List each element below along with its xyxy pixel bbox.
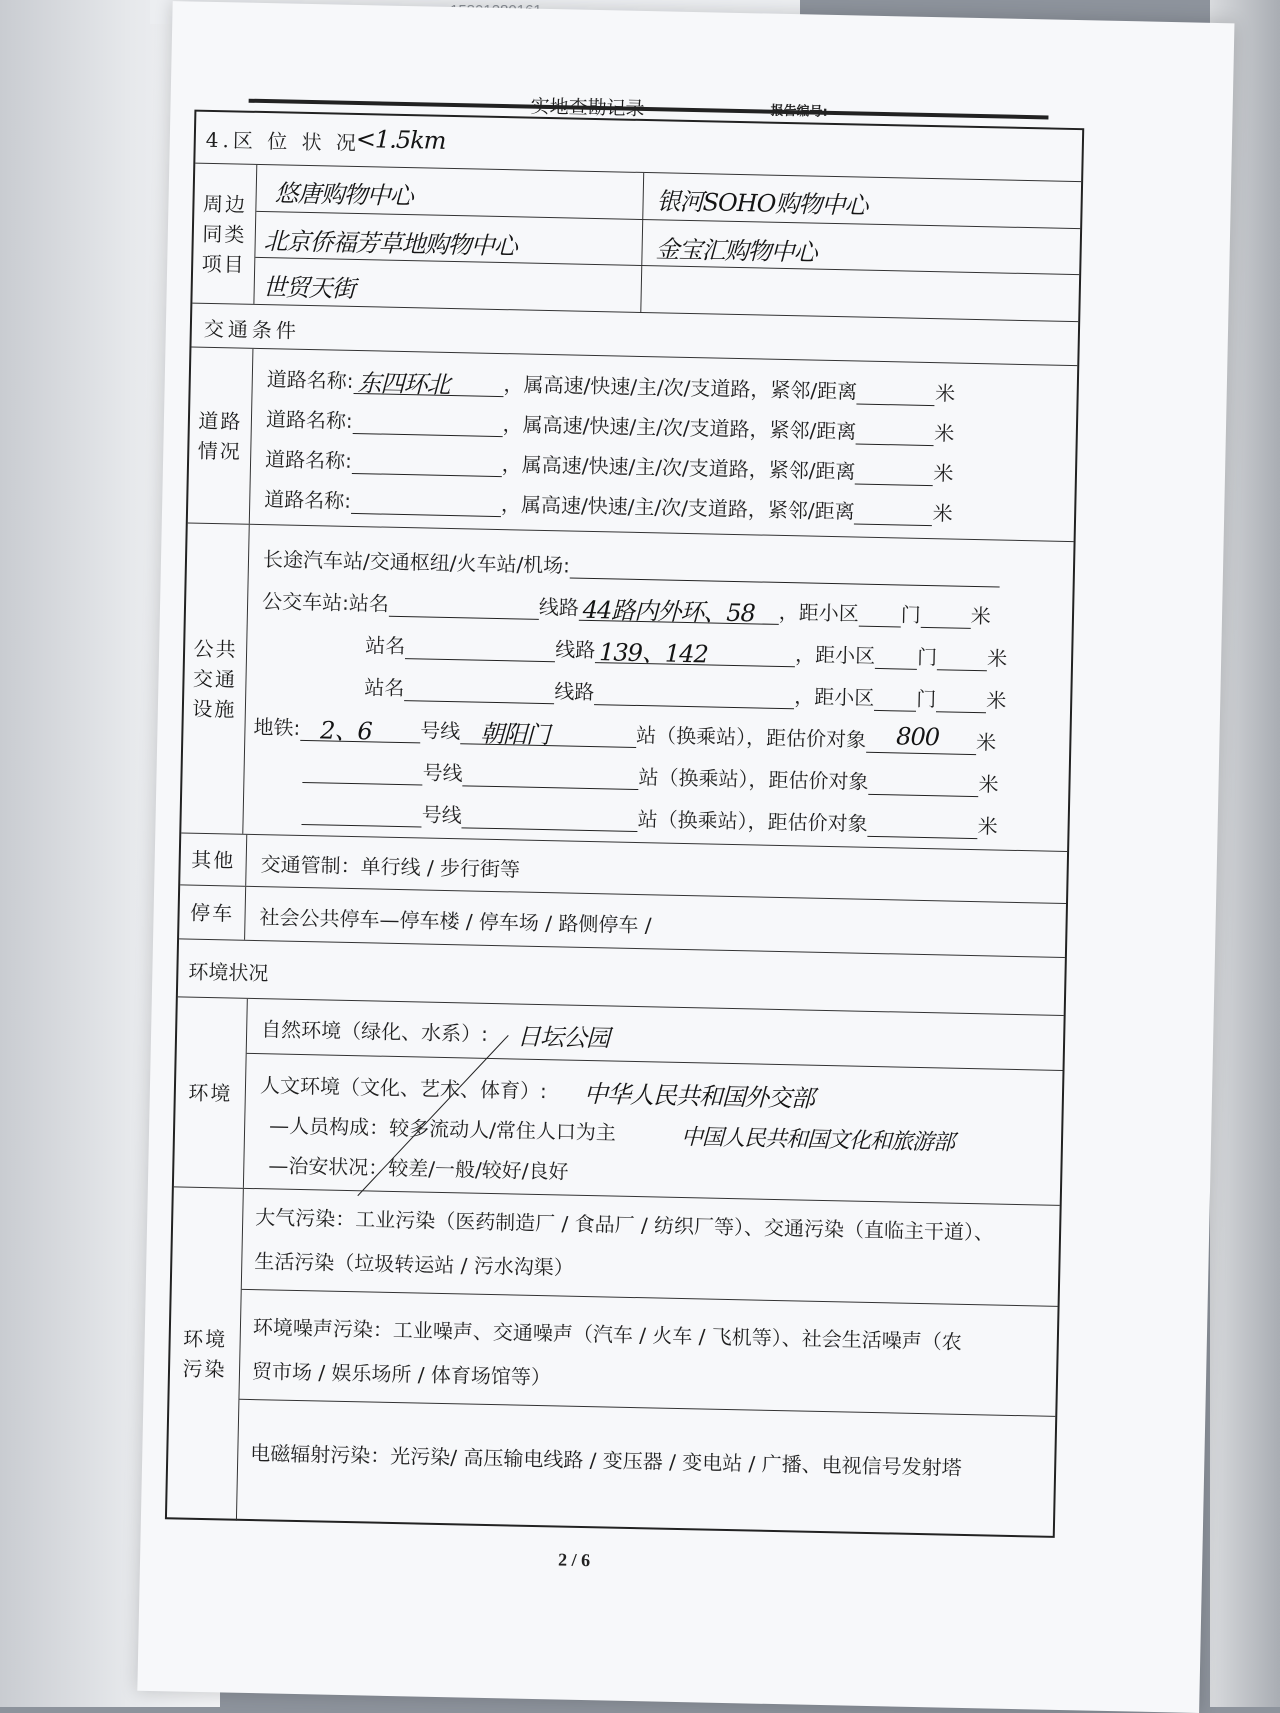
pollution-divider-2 bbox=[239, 1399, 1055, 1417]
other-label: 其他 bbox=[180, 833, 247, 885]
natural-environment-label: 自然环境（绿化、水系）: bbox=[260, 1017, 489, 1046]
bus-station-line: 站名 线路 139、142 ，距小区 门 米 bbox=[365, 633, 1008, 671]
road-line: 道路名称: ，属高速/快速/主/次/支道路，紧邻/距离 米 bbox=[265, 407, 955, 446]
nearby-projects-label: 周边同类项目 bbox=[192, 164, 257, 304]
public-transport-label: 公共交通设施 bbox=[181, 524, 249, 834]
road-name-handwriting: 东四环北 bbox=[357, 369, 450, 399]
air-pollution-text-2: 生活污染（垃圾转运站 / 污水沟渠） bbox=[254, 1249, 574, 1280]
parking-label: 停车 bbox=[179, 885, 246, 939]
bus-station-line: 站名 线路 ，距小区 门 米 bbox=[364, 675, 1007, 713]
pollution-row bbox=[167, 1187, 1060, 1537]
environment-row bbox=[174, 997, 1064, 1206]
nearby-item: 金宝汇购物中心 bbox=[655, 235, 817, 267]
nearby-projects-row bbox=[192, 164, 1081, 323]
noise-pollution-text: 环境噪声污染：工业噪声、交通噪声（汽车 / 火车 / 飞机等）、社会生活噪声（农 bbox=[252, 1315, 962, 1354]
emr-pollution-text: 电磁辐射污染：光污染/ 高压输电线路 / 变压器 / 变电站 / 广播、电视信号发射塔 bbox=[250, 1441, 962, 1480]
natural-environment-handwriting: 日坛公园 bbox=[516, 1022, 610, 1053]
parking-text: 社会公共停车—停车楼 / 停车场 / 路侧停车 / bbox=[259, 905, 652, 938]
location-distance-handwriting: <1.5km bbox=[355, 124, 446, 155]
survey-form-table bbox=[165, 110, 1084, 1538]
roads-row bbox=[188, 348, 1077, 543]
page-number: 2 / 6 bbox=[557, 1549, 591, 1571]
environment-section-title: 环境状况 bbox=[188, 959, 269, 986]
bus-route-handwriting: 44路内外环、58 bbox=[582, 595, 756, 628]
environment-label: 环境 bbox=[174, 997, 248, 1187]
page-title: 实地查勘记录 bbox=[530, 95, 645, 120]
public-transport-row bbox=[181, 524, 1073, 852]
subway-line: 号线 站（换乘站），距估价对象 米 bbox=[301, 796, 997, 840]
nearby-item: 北京侨福芳草地购物中心 bbox=[263, 227, 517, 261]
cultural-environment-handwriting: 中华人民共和国外交部 bbox=[583, 1079, 815, 1113]
environment-divider bbox=[247, 1053, 1063, 1071]
report-number-label: 报告编号: bbox=[770, 103, 828, 120]
cultural-environment-handwriting-2: 中国人民共和国文化和旅游部 bbox=[680, 1124, 955, 1156]
bus-station-line: 公交车站:站名 线路 44路内外环、58 ，距小区 门 米 bbox=[261, 589, 992, 629]
long-distance-line: 长途汽车站/交通枢纽/火车站/机场: bbox=[263, 543, 1000, 587]
survey-form-page bbox=[137, 1, 1234, 1713]
location-label: 4.区 位 状 况 bbox=[205, 127, 361, 156]
other-text: 交通管制：单行线 / 步行街等 bbox=[260, 852, 521, 882]
subway-distance-handwriting: 800 bbox=[895, 722, 940, 752]
pollution-divider-1 bbox=[242, 1289, 1058, 1307]
subway-line: 地铁: 2、6 号线 朝阳门 站（换乘站），距估价对象 800 米 bbox=[253, 711, 996, 756]
nearby-item: 银河SOHO购物中心 bbox=[656, 187, 868, 220]
bus-route-handwriting: 139、142 bbox=[598, 638, 709, 669]
nearby-item: 悠唐购物中心 bbox=[274, 179, 413, 211]
subway-line: 号线 站（换乘站），距估价对象 米 bbox=[302, 754, 998, 798]
subway-station-handwriting: 朝阳门 bbox=[479, 719, 550, 750]
air-pollution-text: 大气污染：工业污染（医药制造厂 / 食品厂 / 纺织厂等）、交通污染（直临主干道）、 bbox=[255, 1205, 995, 1245]
pollution-label: 环境污染 bbox=[167, 1187, 244, 1520]
roads-label: 道路情况 bbox=[188, 348, 254, 524]
noise-pollution-text-2: 贸市场 / 娱乐场所 / 体育场馆等） bbox=[251, 1359, 552, 1390]
security-text: —治安状况：较差/一般/较好/良好 bbox=[268, 1153, 569, 1184]
nearby-item: 世贸天街 bbox=[262, 273, 356, 303]
road-line: 道路名称: 东四环北 ，属高速/快速/主/次/支道路，紧邻/距离 米 bbox=[267, 363, 956, 406]
subway-line-handwriting: 2、6 bbox=[319, 716, 373, 746]
road-line: 道路名称: ，属高速/快速/主/次/支道路，紧邻/距离 米 bbox=[264, 487, 953, 526]
cultural-environment-label: 人文环境（文化、艺术、体育）: bbox=[259, 1073, 547, 1104]
road-line: 道路名称: ，属高速/快速/主/次/支道路，紧邻/距离 米 bbox=[264, 447, 954, 486]
nearby-divider bbox=[640, 173, 644, 312]
population-text: —人员构成：较多流动人/常住人口为主 bbox=[268, 1113, 617, 1145]
traffic-section-title: 交通条件 bbox=[203, 316, 301, 343]
